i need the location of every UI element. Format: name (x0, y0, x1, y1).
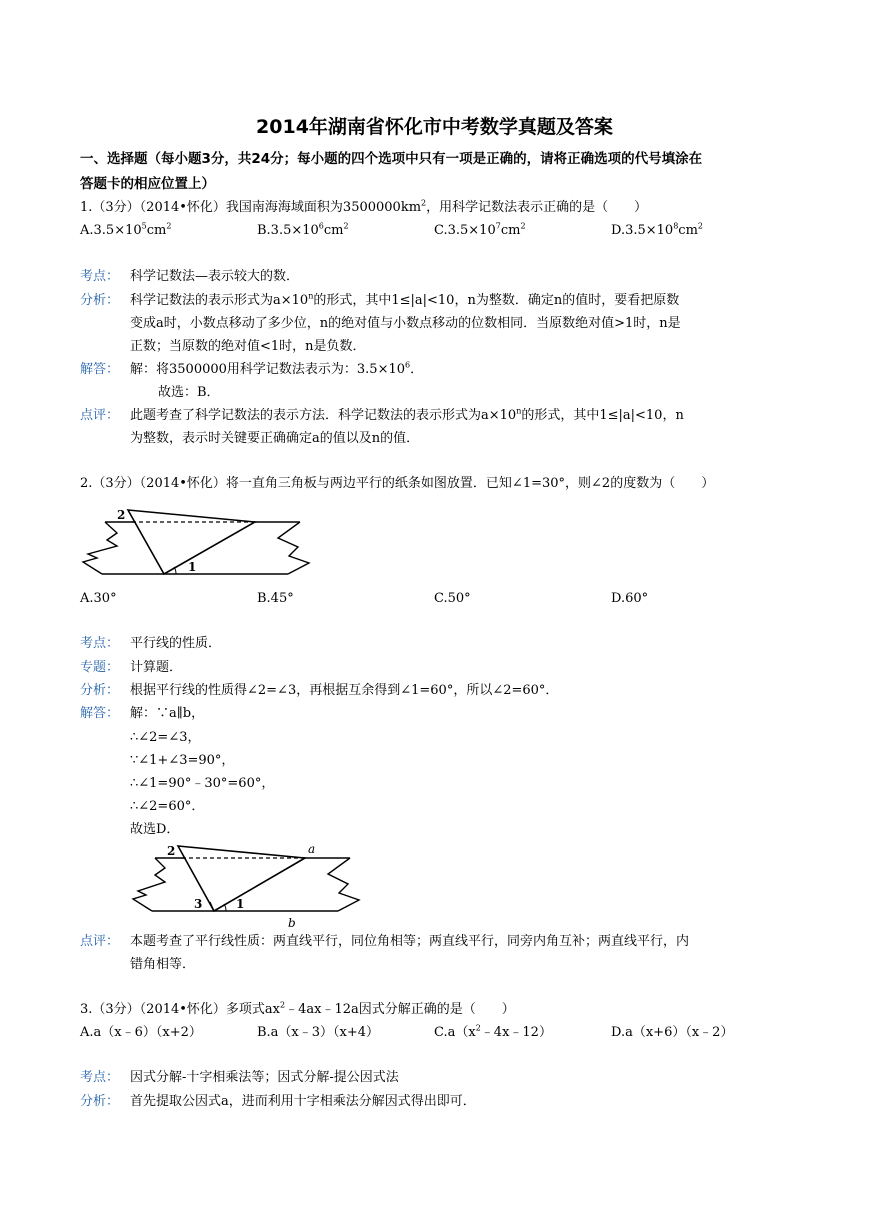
q2-jieda-line6: 故选D． (130, 822, 180, 837)
paper-strip-left-edge (133, 858, 165, 911)
q2-kaodian-label: 考点： (80, 636, 120, 651)
q1-kaodian: 科学记数法—表示较大的数． (130, 269, 300, 284)
q3-option-b: B.a（x﹣3）（x+4） (257, 1025, 380, 1040)
q1-dianping-label: 点评： (80, 408, 120, 423)
q2-jieda-line5: ∴∠2=60°． (130, 799, 205, 814)
q2-kaodian: 平行线的性质． (130, 636, 222, 651)
paper-strip-left-edge (83, 522, 117, 574)
angle-1-label: 1 (188, 560, 197, 574)
q2-jieda-line2: ∴∠2=∠3， (130, 730, 201, 745)
q2-jieda-label: 解答： (80, 706, 120, 721)
q2-zhuanti: 计算题． (130, 660, 183, 675)
q1-jieda-label: 解答： (80, 362, 120, 377)
q1-kaodian-label: 考点： (80, 269, 120, 284)
q1-stem: 1.（3分）（2014•怀化）我国南海海域面积为$3500000km^2$，用科学记数法表示正确的是（ ） (80, 198, 648, 215)
angle-2-label: 2 (117, 508, 126, 522)
q2-fenxi-label: 分析： (80, 683, 120, 698)
paper-strip-right-edge (278, 522, 309, 574)
q1-jieda-line2: 故选：B． (158, 385, 220, 400)
q2-zhuanti-label: 专题： (80, 660, 120, 675)
q2-stem: 2.（3分）（2014•怀化）将一直角三角板与两边平行的纸条如图放置．已知∠1=30°，则∠2的度数为（ ） (80, 476, 715, 491)
q2-jieda-line3: ∵∠1+∠3=90°， (130, 753, 235, 768)
angle-3-label: 3 (194, 897, 203, 911)
q2-option-b: B.45° (257, 591, 294, 606)
q1-option-a: $A.3.5\times 10^5cm^2$ (80, 221, 172, 238)
q2-dianping-line1: 本题考查了平行线性质：两直线平行，同位角相等；两直线平行，同旁内角互补；两直线平行，内 (130, 934, 690, 949)
q3-kaodian: 因式分解-十字相乘法等；因式分解-提公因式法 (130, 1070, 399, 1085)
q1-option-d: $D.3.5\times 10^8cm^2$ (611, 221, 703, 238)
q3-fenxi: 首先提取公因式a，进而利用十字相乘法分解因式得出即可． (130, 1094, 476, 1109)
q3-option-a: A.a（x﹣6）（x+2） (80, 1025, 202, 1040)
q2-option-d: D.60° (611, 591, 649, 606)
q3-kaodian-label: 考点： (80, 1070, 120, 1085)
q3-option-c: $C.a(x^2﹣4x﹣12)$ (434, 1023, 552, 1040)
section-heading-line1: 一、选择题（每小题3分，共24分；每小题的四个选项中只有一项是正确的，请将正确选项的代号填涂在 (80, 151, 703, 167)
q2-option-a: A.30° (80, 591, 117, 606)
section-heading-line2: 答题卡的相应位置上） (80, 176, 215, 192)
q3-option-d: D.a（x+6）（x﹣2） (611, 1025, 734, 1040)
q2-dianping-label: 点评： (80, 934, 120, 949)
q2-jieda-line4: ∴∠1=90°﹣30°=60°， (130, 776, 275, 791)
q3-fenxi-label: 分析： (80, 1094, 120, 1109)
q2-figure-2 (130, 840, 360, 930)
q1-option-c: $C.3.5\times 10^7cm^2$ (434, 221, 526, 238)
paper-strip-right-edge (328, 858, 359, 911)
q1-fenxi-line3: 正数；当原数的绝对值<1时，n是负数． (130, 339, 366, 354)
q1-dianping-line1: 此题考查了科学记数法的表示方法．科学记数法的表示形式为$a\times 10^n$的形式，其中1≤|a|<10，n (130, 406, 684, 423)
q2-fenxi: 根据平行线的性质得∠2=∠3，再根据互余得到∠1=60°，所以∠2=60°． (130, 683, 559, 698)
q3-stem: 3.（3分）（2014•怀化）多项式$ax^2﹣4ax﹣12a$因式分解正确的是（ ） (80, 1000, 515, 1017)
q2-jieda-line1: 解：∵a∥b， (130, 706, 205, 721)
q1-jieda-line1: 解：将3500000用科学记数法表示为：$3.5\times 10^6$． (130, 360, 424, 377)
q2-figure-1 (80, 500, 310, 580)
angle-1-label: 1 (236, 897, 245, 911)
line-b-label: b (288, 916, 296, 930)
q1-dianping-line2: 为整数，表示时关键要正确确定a的值以及n的值． (130, 431, 420, 446)
q2-dianping-line2: 错角相等． (130, 957, 196, 972)
angle-2-label: 2 (167, 844, 176, 858)
q2-option-c: C.50° (434, 591, 471, 606)
line-a-label: a (308, 842, 316, 856)
q1-option-b: $B.3.5\times 10^6cm^2$ (257, 221, 349, 238)
q1-fenxi-line1: 科学记数法的表示形式为$a\times 10^n$的形式，其中1≤|a|<10，n为整数．确定n的值时，要看把原数 (130, 291, 680, 308)
q1-fenxi-label: 分析： (80, 293, 120, 308)
q1-fenxi-line2: 变成a时，小数点移动了多少位，n的绝对值与小数点移动的位数相同．当原数绝对值>1时，n是 (130, 316, 681, 331)
page-title: 2014年湖南省怀化市中考数学真题及答案 (256, 116, 613, 138)
